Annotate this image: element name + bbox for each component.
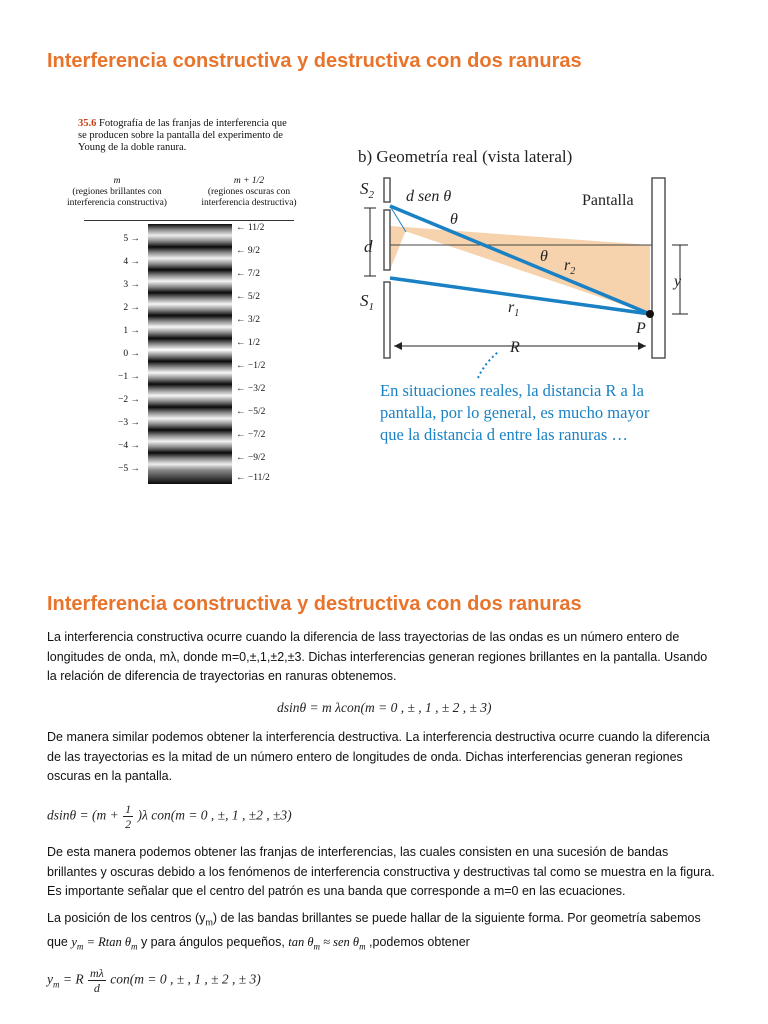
- bright-label: 1 →: [123, 326, 140, 336]
- eq2-right: )λ con(m = 0 , ±, 1 , ±2 , ±3): [137, 807, 292, 823]
- bright-label: 5 →: [123, 234, 140, 244]
- paragraph-constructive: La interferencia constructiva ocurre cuando la diferencia de lass trayectorias de las ondas es un número entero de longitudes de onda, mλ, donde m=0,±,1,±2,±3. Dichas interferencias generan regiones brillantes en la pantalla. Usando la relación de diferencia de trayectorias en ranuras obtenemos.: [47, 630, 708, 683]
- dark-label: ← −5/2: [236, 407, 266, 417]
- r-arrow-left: [394, 342, 402, 350]
- p4-a: La posición de los centros (y: [47, 911, 206, 925]
- dark-label: ← 3/2: [236, 315, 261, 325]
- geometry-diagram: [350, 140, 710, 460]
- eq2-num: 1: [125, 802, 132, 816]
- dark-label: ← 7/2: [236, 269, 261, 279]
- label-r: R: [510, 339, 520, 356]
- dark-label: ← 5/2: [236, 292, 261, 302]
- dark-label: ← 9/2: [236, 246, 261, 256]
- note-line: En situaciones reales, la distancia R a la: [380, 381, 644, 400]
- eq3-den: d: [93, 981, 100, 995]
- figure-number: 35.6: [78, 118, 97, 129]
- screen-pantalla: [652, 178, 665, 358]
- point-p: [646, 310, 654, 318]
- dark-label: ← −1/2: [236, 361, 266, 371]
- eq3-mid: = R: [59, 971, 84, 987]
- label-pantalla: Pantalla: [582, 192, 634, 209]
- bright-label: −4 →: [118, 441, 140, 451]
- eq3-fraction: [88, 966, 106, 995]
- top-heading: Interferencia constructiva y destructiva con dos ranuras: [47, 50, 582, 72]
- p4-math-tan: $\tan \theta_m$ ≈ sen $\theta_m$: [288, 935, 366, 952]
- dark-label: ← −3/2: [236, 384, 266, 394]
- label-dsen: d sen θ: [406, 188, 452, 205]
- bright-label: 2 →: [123, 303, 140, 313]
- dark-label: ← −7/2: [236, 430, 266, 440]
- p4-a-sub: m: [205, 917, 213, 928]
- equation-destructive: [47, 802, 292, 831]
- label-r1: $r_1$: [508, 299, 520, 319]
- section-heading: Interferencia constructiva y destructiva con dos ranuras: [47, 593, 582, 615]
- barrier-top: [384, 178, 390, 202]
- eq3-left: y: [47, 971, 53, 987]
- bright-label: 4 →: [123, 257, 140, 267]
- figure-356-caption: [78, 118, 298, 154]
- dark-label: ← −11/2: [236, 473, 270, 483]
- label-s2: $S_2$: [360, 179, 374, 201]
- equation-position: [47, 966, 261, 995]
- diagram-title: b) Geometría real (vista lateral): [358, 147, 573, 166]
- bright-label: −2 →: [118, 395, 140, 405]
- equation-constructive: dsinθ = m λcon(m = 0 , ± , 1 , ± 2 , ± 3): [277, 700, 492, 715]
- figure-rule: [84, 220, 294, 221]
- eq2-den: 2: [125, 817, 132, 831]
- paragraph-fringes: De esta manera podemos obtener las franjas de interferencias, las cuales consisten en una sucesión de bandas brillantes y oscuras debido a los fenómenos de interferencia constructiva y destructivas tal como se muestra en la figura. Es importante señalar que el centro del patrón es una banda que corresponde a m=0 en las ecuaciones.: [47, 845, 715, 898]
- label-theta-slit: θ: [450, 211, 458, 228]
- label-r2: $r_2$: [564, 257, 576, 277]
- label-p: P: [636, 320, 646, 337]
- dark-label: ← 1/2: [236, 338, 261, 348]
- slit-wedge: [390, 226, 406, 270]
- note-line: pantalla, por lo general, es mucho mayor: [380, 403, 650, 422]
- dark-label: ← 11/2: [236, 223, 265, 233]
- path-region: [390, 226, 650, 314]
- paragraph-destructive: De manera similar podemos obtener la interferencia destructiva. La interferencia destructiva ocurre cuando la diferencia de las trayectorias es la mitad de un número entero de longitudes de onda. Dichas interferencias generan regiones oscuras en la pantalla.: [47, 730, 710, 783]
- paragraph-position: [47, 909, 719, 957]
- label-y: y: [674, 273, 682, 290]
- label-d: d: [364, 237, 373, 256]
- eq3-right: con(m = 0 , ± , 1 , ± 2 , ± 3): [110, 971, 261, 987]
- bright-column-desc: (regiones brillantes con interferencia constructiva): [67, 187, 167, 208]
- bright-label: −3 →: [118, 418, 140, 428]
- bright-label: 0 →: [123, 349, 140, 359]
- dark-column-desc: (regiones oscuras con interferencia destructiva): [201, 187, 297, 208]
- p4-math-ym: $y_m = Rtan$ $\theta_m$: [71, 935, 138, 952]
- bright-label: −1 →: [118, 372, 140, 382]
- label-theta-screen: θ: [540, 248, 548, 265]
- bright-label: −5 →: [118, 464, 140, 474]
- p4-d: ,podemos obtener: [365, 935, 470, 949]
- bright-column-header: [62, 176, 172, 209]
- eq3-left-sub: m: [53, 979, 60, 990]
- barrier-middle: [384, 210, 390, 270]
- dark-column-header: [194, 176, 304, 209]
- fringe-photo: [148, 224, 232, 484]
- p4-b: ) de las bandas brillantes se puede hallar de la siguiente forma. Por geometría sabemos que: [47, 911, 701, 949]
- dark-label: ← −9/2: [236, 453, 266, 463]
- dark-column-var: m + 1/2: [233, 176, 265, 186]
- barrier-bottom: [384, 282, 390, 358]
- p4-c: y para ángulos pequeños,: [137, 935, 289, 949]
- figure-caption-text: Fotografía de las franjas de interferencia que se producen sobre la pantalla del experimento de Young de la doble ranura.: [78, 118, 287, 153]
- bright-column-var: m: [113, 176, 121, 186]
- bright-label: 3 →: [123, 280, 140, 290]
- note-pointer: [478, 352, 498, 378]
- note-line: que la distancia d entre las ranuras …: [380, 425, 628, 444]
- label-s1: $S_1$: [360, 291, 374, 313]
- eq3-num: mλ: [89, 966, 104, 980]
- r-arrow-right: [638, 342, 646, 350]
- eq2-fraction: [123, 802, 133, 831]
- eq2-left: dsinθ = (m +: [47, 807, 119, 823]
